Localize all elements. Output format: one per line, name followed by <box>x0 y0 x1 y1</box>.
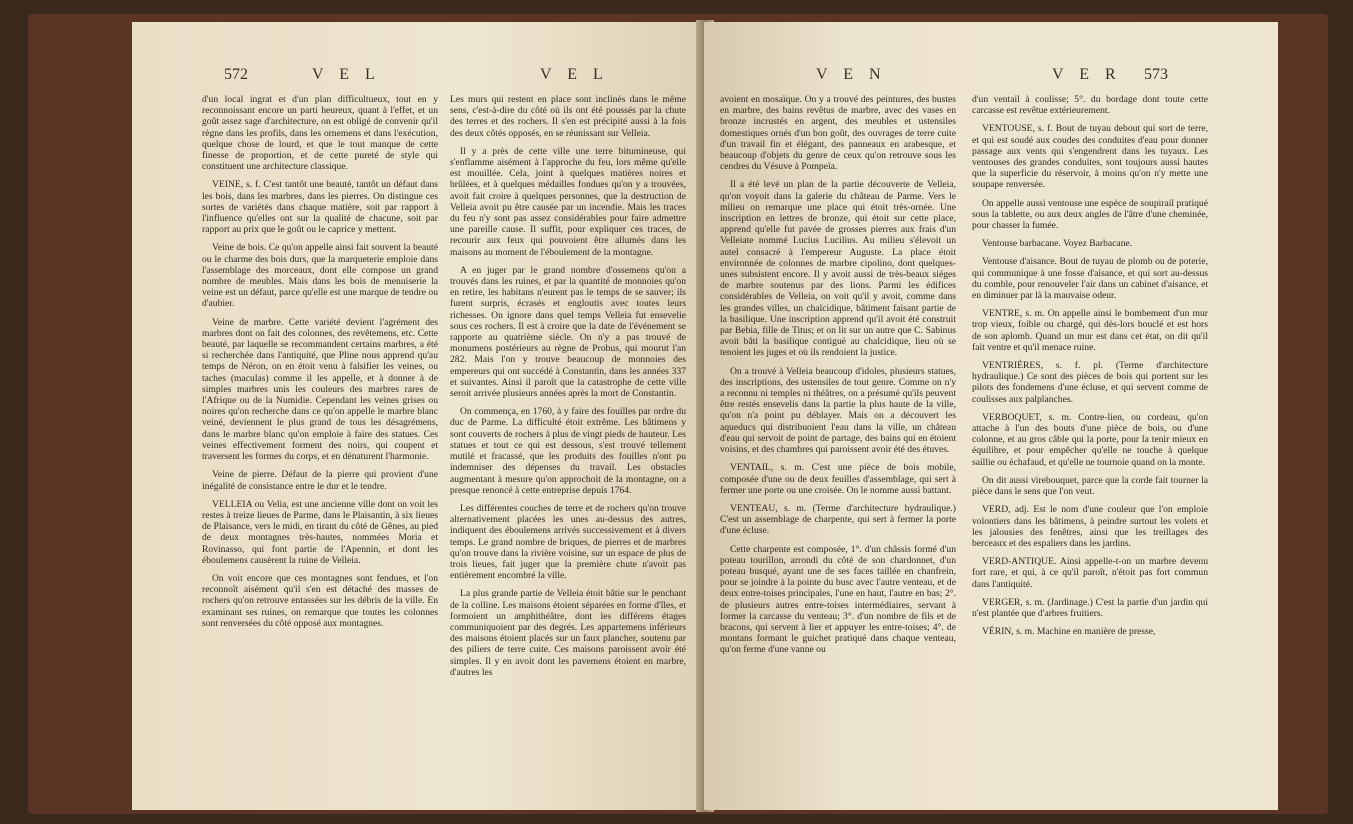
book <box>28 14 1328 814</box>
paragraph: Ventouse d'aisance. Bout de tuyau de plomb ou de poterie, qui communique à une fosse d'aisance, et qui sort au-dessus du comble, pour renouveler l'air dans un cabinet d'aisance, et en diminuer par là la mauvaise odeur. <box>972 256 1208 302</box>
paragraph: Veine de pierre. Défaut de la pierre qui provient d'une inégalité de consistance entre le dur et le tendre. <box>202 469 438 492</box>
left-page-number: 572 <box>224 66 248 83</box>
paragraph: VERD-ANTIQUE. Ainsi appelle-t-on un marbre devenu fort rare, et qui, à ce qu'il paroît, n'étoit pas fort commun dans l'antiquité. <box>972 556 1208 590</box>
paragraph: VENTRIÈRES, s. f. pl. (Terme d'architecture hydraulique.) Ce sont des pièces de bois qui portent sur les pilots des fondemens d'une écluse, et qui servent comme de coulisses aux palplanches. <box>972 360 1208 405</box>
paragraph: Les murs qui restent en place sont inclinés dans le même sens, c'est-à-dire du côté où ils ont été poussés par la chute des terres et des rochers. Il s'en est précipité aussi à la fois des deux côtés opposés, en se réunissant sur Velleia. <box>450 94 686 139</box>
paragraph: VERBOQUET, s. m. Contre-lien, ou cordeau, qu'on attache à l'un des bouts d'une pièce de bois, ou d'une colonne, et au gros câble qui la porte, pour la tenir mieux en équilibre, et pour empêcher qu'elle ne touche à quelque saillie ou échafaud, et qu'elle ne tournoie quand on la monte. <box>972 411 1208 468</box>
paragraph: VÉRIN, s. m. Machine en manière de presse, <box>982 626 1156 638</box>
left-running-head-left: V E L <box>312 66 381 83</box>
paragraph: Ventouse barbacane. Voyez Barbacane. <box>982 238 1133 250</box>
paragraph: On a trouvé à Velleia beaucoup d'idoles, plusieurs statues, des inscriptions, des ustensiles de tout genre. Comme on n'y a reconnu ni temples ni théâtres, on a présumé qu'ils peuvent être restés ensevelis dans la partie la plus haute de la ville, qu'on n'a point pu déblayer. Mais on a découvert les aqueducs qui distribuoient l'eau dans la ville, un château d'eau qui servoit de point de partage, des bains qui en étoient voisins, et des chambres qui paroissent avoir été des étuves. <box>720 365 956 456</box>
paragraph: Veine de bois. Ce qu'on appelle ainsi fait souvent la beauté ou le charme des bois durs, que la marqueterie emploie dans l'assemblage des morceaux, dont elle compose un grand nombre de meubles. Mais dans les bois de menuiserie la veine est un défaut, parce qu'elle est une marque de tendre ou d'aubier. <box>202 242 438 310</box>
paragraph: On commença, en 1760, à y faire des fouilles par ordre du duc de Parme. La difficulté étoit extrême. Les bâtimens y sont couverts de rochers à plus de vingt pieds de hauteur. Les statues et tout ce qui est dessous, s'est trouvé tellement mutilé et fracassé, que les produits des fouilles n'ont pu indemniser des dépenses du travail. Les obstacles augmentant à mesure qu'on approchoit de la montagne, on a presque renoncé à cette entreprise depuis 1764. <box>450 406 686 496</box>
paragraph: VEINE, s. f. C'est tantôt une beauté, tantôt un défaut dans les bois, dans les marbres, dans les pierres. On distingue ces sortes de variétés dans chaque matière, soit par rapport à l'influence qu'elles ont sur la qualité de chacune, soit par rapport au prix que le goût ou le caprice y mettent. <box>202 179 438 236</box>
paragraph: Il y a près de cette ville une terre bitumineuse, qui s'enflamme aisément à l'approche du feu, lors même qu'elle est mouillée. Cela, joint à quelques matières noires et brûlées, et à quelques médailles fondues qu'on y a trouvées, avoit fait croire à quelques personnes, que la destruction de Velleia avoit pu être causée par un incendie. Mais les traces du feu n'y sont pas assez considérables pour faire admettre une pareille cause. Il suffit, pour expliquer ces traces, de recourir aux feux qui pouvoient être allumés dans les maisons au moment de l'éboulement de la montagne. <box>450 145 686 258</box>
paragraph: d'un local ingrat et d'un plan difficultueux, tout en y reconnoissant encore un parti heureux, quant à l'effet, et un goût assez sage d'architecture, on est obligé de convenir qu'il règne dans les profils, dans les ornemens et dans l'exécution, quelque chose de lourd, et que le tout manque de cette finesse de proportion, et de cette pureté de style qui constituent une architecture classique. <box>202 94 438 173</box>
paragraph: VENTEAU, s. m. (Terme d'architecture hydraulique.) C'est un assemblage de charpente, qui sert à fermer la porte d'une écluse. <box>720 502 956 537</box>
paragraph: VENTRE, s. m. On appelle ainsi le bombement d'un mur trop vieux, foible ou chargé, qui dès-lors bouclé et est hors de son aplomb. Quand un mur est dans cet état, on dit qu'il fait ventre et qu'il menace ruine. <box>972 308 1208 353</box>
right-running-head-right: V E R <box>1052 66 1122 83</box>
right-page-column-1 <box>720 94 956 800</box>
paragraph: La plus grande partie de Velleia étoit bâtie sur le penchant de la colline. Les maisons étoient séparées en forme d'îles, et formoient un amphithéâtre, dont les différens étages communiquoient par des degrés. Les appartemens inférieurs des maisons étoient placés sur un faux plancher, soutenu par des piliers de terre cuite. Ces maisons paroissent avoir été simples. Il y en avoit dont les pavemens étoient en marbre, d'autres les <box>450 588 686 678</box>
left-page-column-2 <box>450 94 686 800</box>
paragraph: VENTOUSE, s. f. Bout de tuyau debout qui sort de terre, et qui est soudé aux coudes des conduites d'eau pour donner passage aux vents qui s'engendrent dans les tuyaux. Les ventouses des grandes conduites, sont toujours aussi hautes que la superficie du réservoir, à moins qu'on n'y mette une soupape renversée. <box>972 123 1208 191</box>
paragraph: avoient en mosaïque. On y a trouvé des peintures, des bustes en marbre, des bains revêtus de marbre, avec des vases en bronze incrustés en argent, des meubles et ustensiles domestiques ornés d'un bon goût, des ouvrages de terre cuite d'un travail fin et élégant, des panneaux en arabesque, et beaucoup d'objets du genre de ceux qu'on retrouve sous les cendres du Vésuve à Pompeïa. <box>720 94 956 173</box>
paragraph: Cette charpente est composée, 1°. d'un châssis formé d'un poteau tourillon, arrondi du côté de son chardonnet, d'un poteau busqué, ayant une de ses faces taillée en chanfrein, pour se joindre à la pointe du busc avec l'autre venteau, et de deux entre-toises principales, l'une en haut, l'autre en bas; 2°. de plusieurs autres entre-toises intermédiaires, servant à former la carcasse du venteau; 3°. d'un nombre de fils et de bracons, qui servent à lier et appuyer les entre-toises; 4°. de montans formant le guichet pratiqué dans chaque venteau, qu'on ferme d'une vanne ou <box>720 543 956 656</box>
left-page <box>132 22 706 810</box>
right-page-column-2 <box>972 94 1208 800</box>
right-page-number: 573 <box>1144 66 1168 83</box>
paragraph: A en juger par le grand nombre d'ossemens qu'on a trouvés dans les ruines, et par la quantité de monnoies qu'on en retire, les habitans n'eurent pas le temps de se sauver; ils furent surpris, écrasés et engloutis avec toutes leurs richesses. On ignore dans quel temps Velleia fut ensevelie sous ces rochers. Il est à croire que la date de l'événement se rapporte au quatrième siècle. On n'y a pas trouvé de monumens postérieurs au règne de Probus, qui mourut l'an 282. Mais l'on y trouve beaucoup de monnoies des empereurs qui ont succédé à Constantin, dans les années 337 et suivantes. Ainsi il paroît que la catastrophe de cette ville seroit arrivée plusieurs années après la mort de Constantin. <box>450 264 686 400</box>
right-page <box>704 22 1278 810</box>
paragraph: VENTAIL, s. m. C'est une pièce de bois mobile, composée d'une ou de deux feuilles d'assemblage, qui sert à fermer une porte ou une croisée. On le nomme aussi battant. <box>720 462 956 496</box>
paragraph: d'un ventail à coulisse; 5°. du bordage dont toute cette carcasse est revêtue extérieurement. <box>972 94 1208 117</box>
paragraph: VERD, adj. Est le nom d'une couleur que l'on emploie volontiers dans les bâtimens, à peindre surtout les volets et les jalousies des fenêtres, ainsi que les treillages des berceaux et des espaliers dans les jardins. <box>972 504 1208 549</box>
paragraph: On appelle aussi ventouse une espèce de soupirail pratiqué sous la tablette, ou aux deux angles de l'âtre d'une cheminée, pour chasser la fumée. <box>972 197 1208 232</box>
paragraph: On voit encore que ces montagnes sont fendues, et l'on reconnoît aisément qu'il s'en est détaché des masses de rochers qu'on retrouve entassées sur les débris de la ville. En examinant ses ruines, on remarque que toutes les colonnes sont renversées du côté opposé aux montagnes. <box>202 572 438 629</box>
paragraph: VERGER, s. m. (Jardinage.) C'est la partie d'un jardin qui n'est plantée que d'arbres fruitiers. <box>972 596 1208 619</box>
paragraph: Il a été levé un plan de la partie découverte de Velleia, qu'on voyoit dans la galerie du château de Parme. Vers le milieu on remarque une place qui étoit très-ornée. Une inscription en lettres de bronze, qui étoit sur cette place, apprend qu'elle fut pavée de grosses pierres aux frais d'un Velleiate nommé Lucius Lucilius. Au milieu s'élevoit un autel consacré à l'empereur Auguste. La place étoit environnée de colonnes de marbre cipolino, dont quelques-unes subsistent encore. Il y avoit aussi de très-beaux siéges de marbre soutenus par des lions. Parmi les édifices considérables de Velleia, on voit qu'il y avoit, comme dans les grandes villes, un chalcidique, bâtiment faisant partie de la basilique. Une inscription apprend qu'il avoit été construit par Bebia, fille de Titus; et on lit sur un autre que C. Sabinus avoit bâti la basilique contiguë au chalcidique, lieu où se tenoient les juges et où ils rendoient la justice. <box>720 179 956 359</box>
left-running-head-right: V E L <box>540 66 609 83</box>
left-page-column-1 <box>202 94 438 800</box>
paragraph: Veine de marbre. Cette variété devient l'agrément des marbres dont on fait des colonnes, des revêtemens, etc. Cette beauté, par laquelle se recommandent certains marbres, a été si recherchée dans l'antiquité, que Pline nous apprend qu'au temps de Néron, on en étoit venu à falsifier les veines, ou taches (maculas) comme il les appelle, et à donner à de simples marbres unis les couleurs des marbres rares de l'Afrique ou de la Numidie. Cependant les veines grises ou noires qu'on recherche dans ce qu'on appelle le marbre blanc veiné, deviennent le plus grand de tous les désagrémens, dans le marbre blanc qu'on emploie à faire des statues. Ces veines effectivement forment des noirs, qui coupent et traversent les formes du corps, et en dénaturent l'harmonie. <box>202 316 438 463</box>
paragraph: Les différentes couches de terre et de rochers qu'on trouve alternativement placées les unes au-dessus des autres, indiquent des éboulemens arrivés successivement et à divers temps. Le grand nombre de briques, de pierres et de marbres qu'on trouve dans la rivière voisine, sur un espace de plus de trois lieues, fait juger que la première chute n'avoit pas entièrement encombré la ville. <box>450 502 686 582</box>
right-running-head-left: V E N <box>816 66 887 83</box>
paragraph: VELLEIA ou Velia, est une ancienne ville dont on voit les restes à treize lieues de Parme, dans le Plaisantin, à six lieues de Plaisance, vers le midi, en tirant du côté de Gênes, au pied de deux montagnes très-hautes, nommées Moria et Rovinasso, qui font partie de l'Apennin, et dont les éboulemens causèrent la ruine de Velleia. <box>202 498 438 566</box>
paragraph: On dit aussi virebouquet, parce que la corde fait tourner la pièce dans le sens que l'on veut. <box>972 474 1208 498</box>
